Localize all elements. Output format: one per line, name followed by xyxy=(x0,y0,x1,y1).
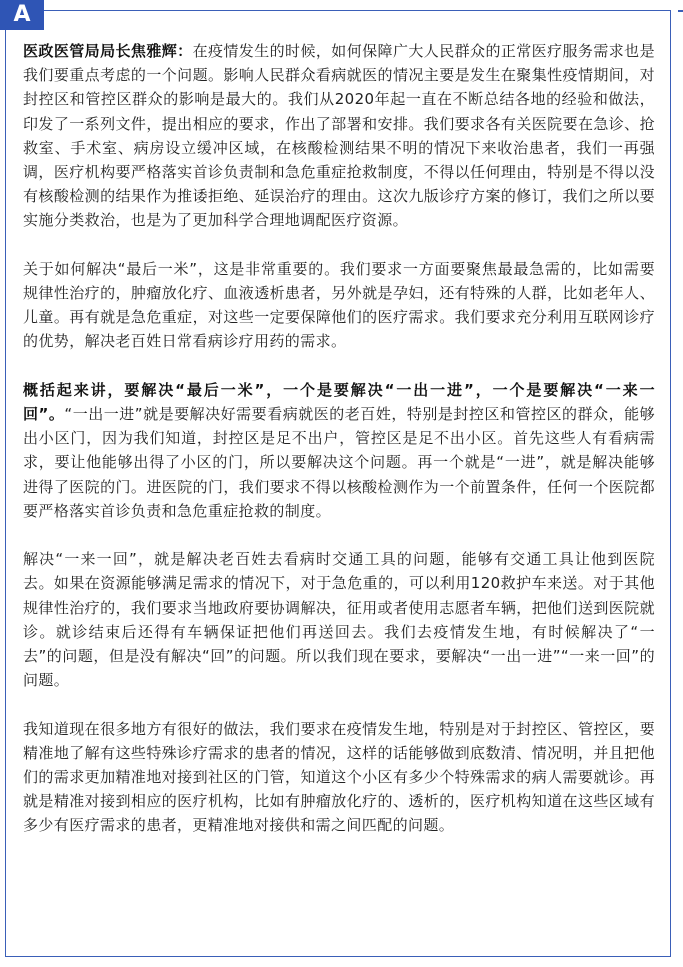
paragraph-1-text: 在疫情发生的时候，如何保障广大人民群众的正常医疗服务需求也是我们要重点考虑的一个问题。影响人民群众看病就医的情况主要是发生在聚集性疫情期间，对封控区和管控区群众的影响是最大的。我们从2020年起一直在不断总结各地的经验和做法，印发了一系列文件，提出相应的要求，作出了部署和安排。我们要求各有关医院要在急诊、抢救室、手术室、病房设立缓冲区域，在核酸检测结果不明的情况下来收治患者，我们一再强调，医疗机构要严格落实首诊负责制和急危重症抢救制度，不得以任何理由，特别是不得以没有核酸检测的结果作为推诿拒绝、延误治疗的理由。这次九版诊疗方案的修订，我们之所以要实施分类救治，也是为了更加科学合理地调配医疗资源。 xyxy=(23,42,655,230)
paragraph-4-text: 解决“一来一回”，就是解决老百姓去看病时交通工具的问题，能够有交通工具让他到医院去。如果在资源能够满足需求的情况下，对于急危重的，可以利用120救护车来送。对于其他规律性治疗的，我们要求当地政府要协调解决，征用或者使用志愿者车辆，把他们送到医院就诊。就诊结束后还得有车辆保证把他们再送回去。我们去疫情发生地，有时候解决了“一去”的问题，但是没有解决“回”的问题。所以我们现在要求，要解决“一出一进”“一来一回”的问题。 xyxy=(23,550,655,690)
paragraph-2-text: 关于如何解决“最后一米”，这是非常重要的。我们要求一方面要聚焦最最急需的，比如需要规律性治疗的，肿瘤放化疗、血液透析患者，另外就是孕妇，还有特殊的人群，比如老年人、儿童。再有就是急危重症，对这些一定要保障他们的医疗需求。我们要求充分利用互联网诊疗的优势，解决老百姓日常看病诊疗用药的需求。 xyxy=(23,259,655,351)
paragraph-2 xyxy=(23,257,655,354)
paragraph-3-text: “一出一进”就是要解决好需要看病就医的老百姓，特别是封控区和管控区的群众，能够出小区门，因为我们知道，封控区是足不出户，管控区是足不出小区。首先这些人有看病需求，要让他能够出得了小区的门，所以要解决这个问题。再一个就是“一进”，就是解决能够进得了医院的门。进医院的门，我们要求不得以核酸检测作为一个前置条件，任何一个医院都要严格落实首诊负责和急危重症抢救的制度。 xyxy=(23,405,655,520)
section-badge: A xyxy=(0,0,44,30)
paragraph-4 xyxy=(23,547,655,692)
frame-corner-accent xyxy=(678,10,683,12)
paragraph-5-text: 我知道现在很多地方有很好的做法，我们要求在疫情发生地，特别是对于封控区、管控区，要精准地了解有这些特殊诊疗需求的患者的情况，这样的话能够做到底数清、情况明，并且把他们的需求更加精准地对接到社区的门管，知道这个小区有多少个特殊需求的病人需要就诊。再就是精准对接到相应的医疗机构，比如有肿瘤放化疗的、透析的，医疗机构知道在这些区域有多少有医疗需求的患者，更精准地对接供和需之间匹配的问题。 xyxy=(23,719,655,835)
paragraph-5 xyxy=(23,717,655,838)
paragraph-3-lead: 概括起来讲，要解决“最后一米”，一个是要解决“一出一进”，一个是要解决“一来一回”。 xyxy=(23,380,655,424)
paragraph-3 xyxy=(23,378,655,523)
paragraph-1 xyxy=(23,39,655,233)
speaker-name: 医政医管局局长焦雅辉： xyxy=(23,42,193,60)
article-body xyxy=(23,39,655,838)
